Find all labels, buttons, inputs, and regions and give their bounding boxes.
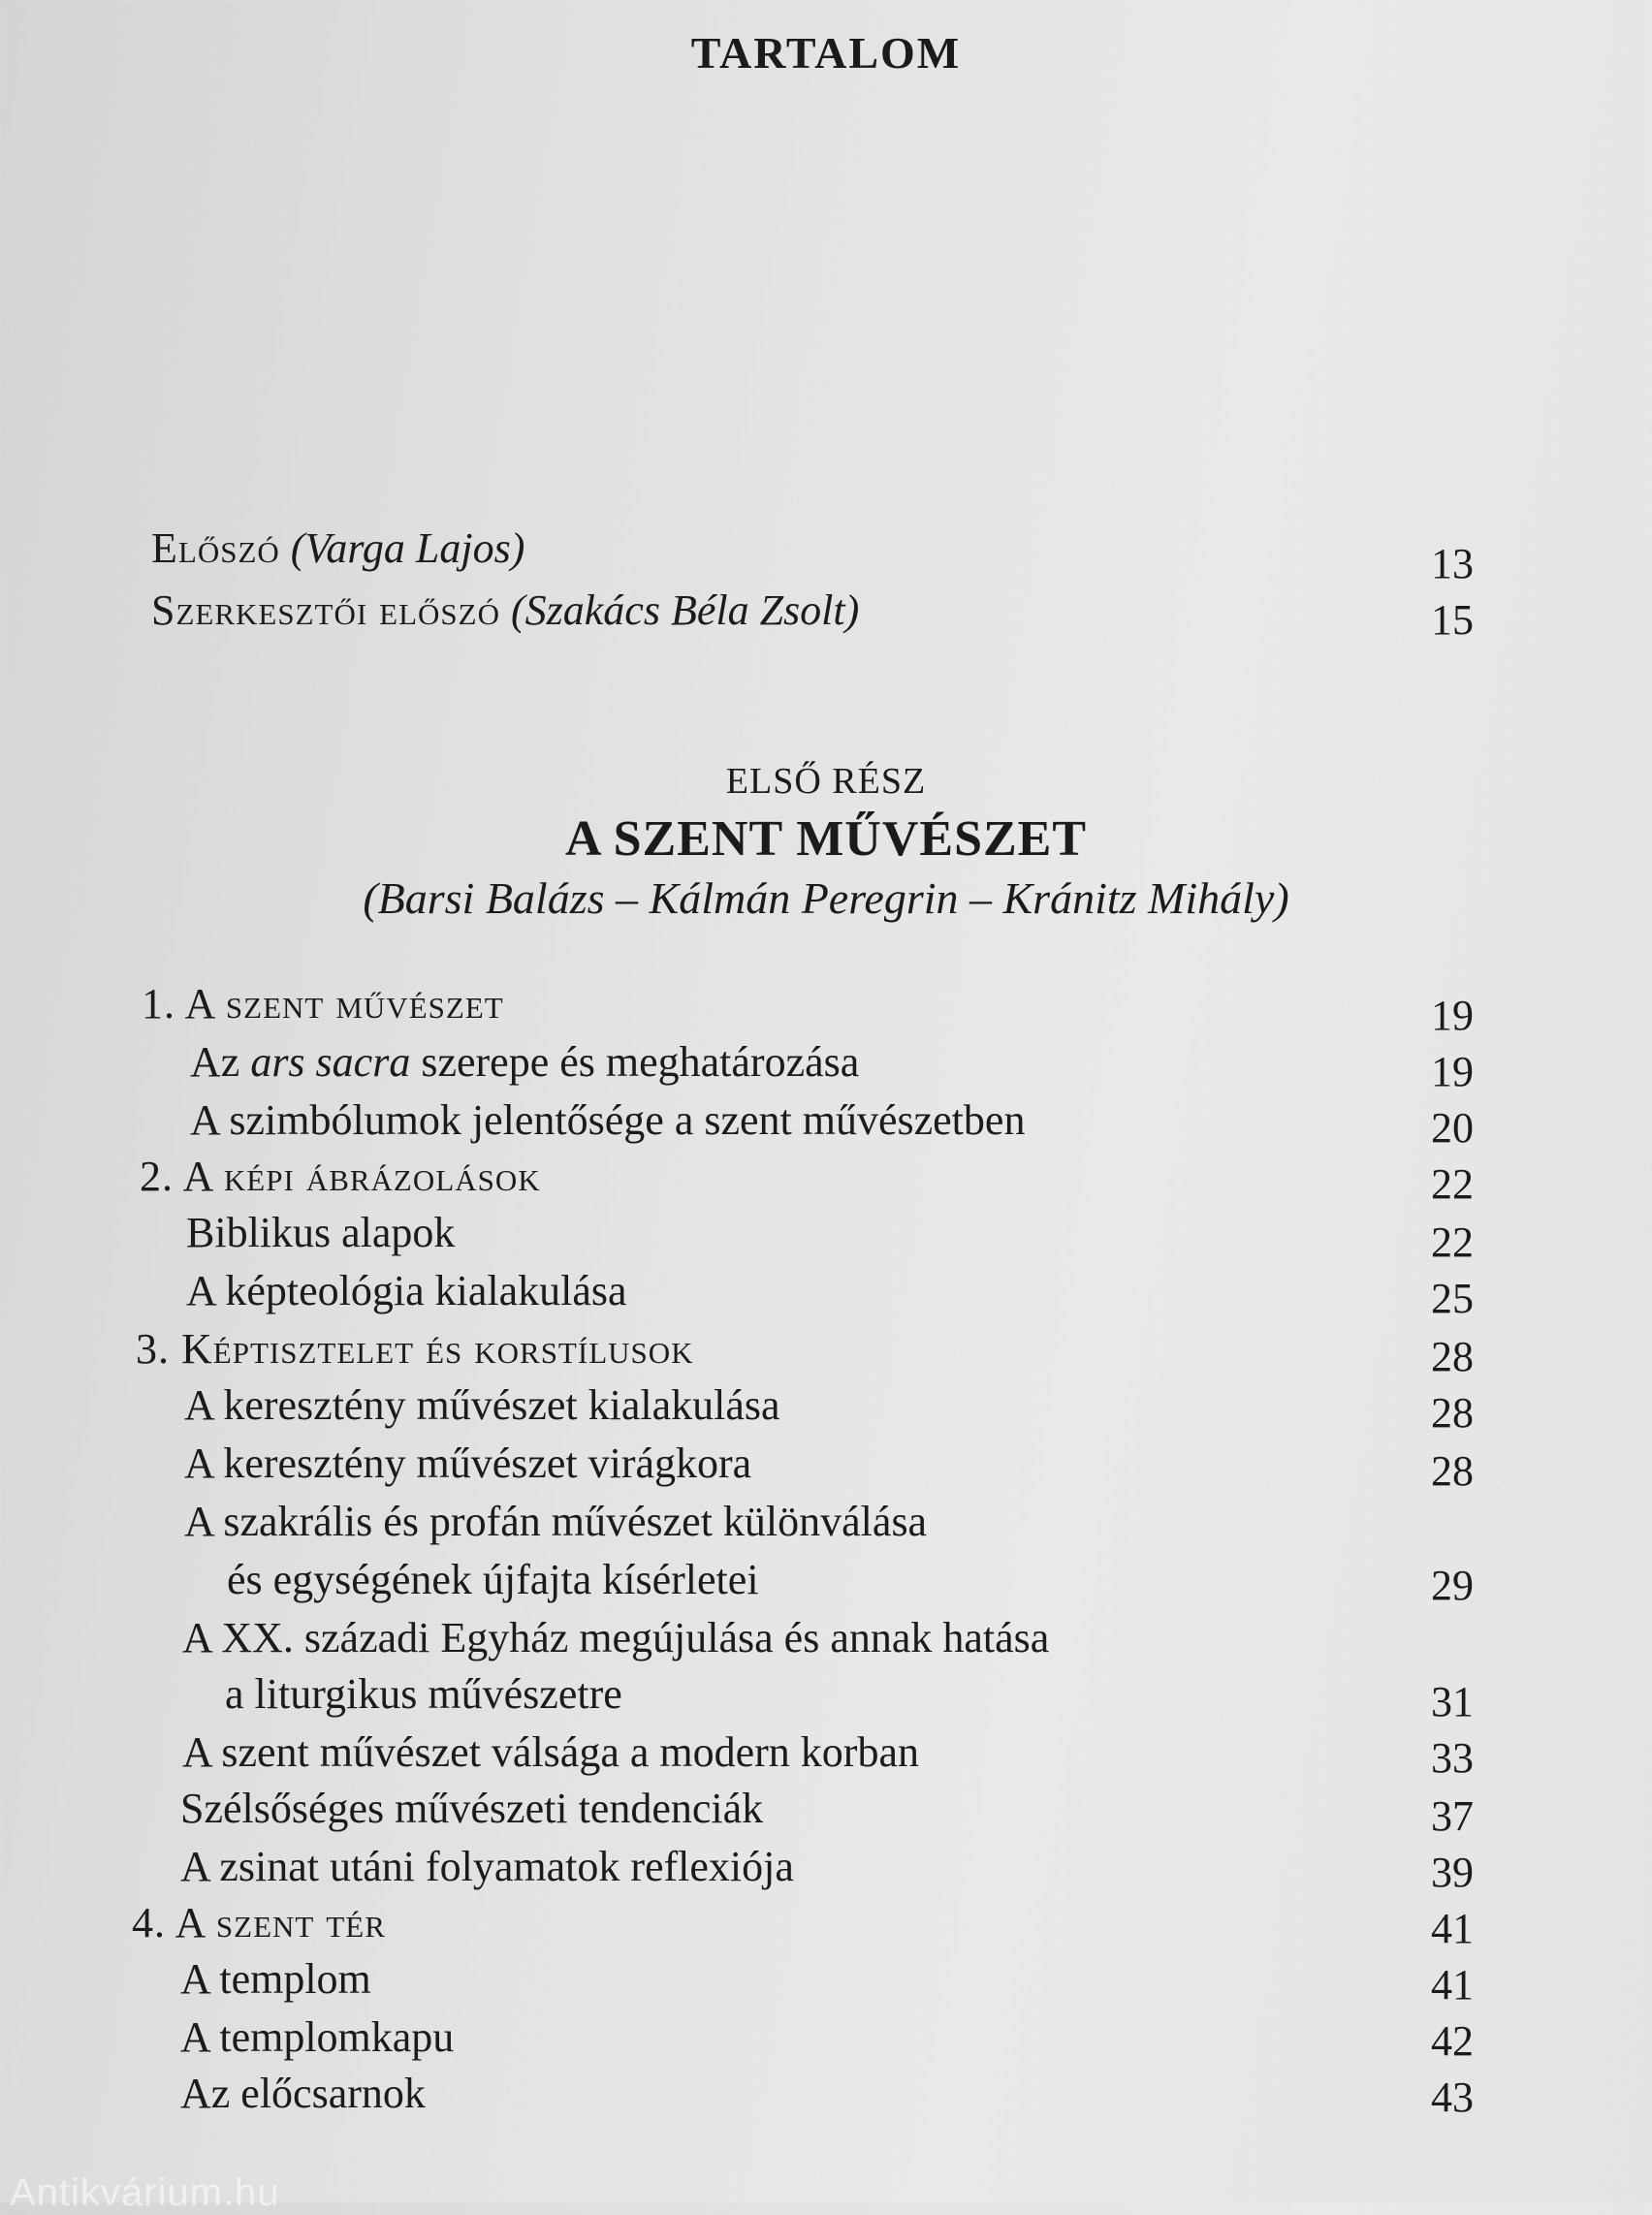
page-number: 37 xyxy=(1431,1792,1474,1840)
page-number: 33 xyxy=(1431,1734,1474,1782)
toc-entry-foreword xyxy=(151,523,524,574)
toc-chapter-4: 4. A szent tér xyxy=(132,1899,386,1946)
watermark: Antikvárium.hu xyxy=(10,2171,280,2214)
toc-chapter-3: 3. Képtisztelet és korstílusok xyxy=(136,1325,694,1373)
entry-label: Előszó xyxy=(151,524,280,572)
page-number: 42 xyxy=(1431,2017,1474,2065)
entry-author: (Szakács Béla Zsolt) xyxy=(511,586,860,634)
part-title: A SZENT MŰVÉSZET xyxy=(564,811,1088,867)
toc-section: A keresztény művészet virágkora xyxy=(184,1440,752,1487)
page-number: 19 xyxy=(1431,992,1474,1039)
page-number: 13 xyxy=(1431,540,1474,587)
page-number: 39 xyxy=(1431,1849,1474,1896)
page-number: 25 xyxy=(1431,1275,1474,1322)
entry-author: (Varga Lajos) xyxy=(290,524,525,572)
toc-section: A templomkapu xyxy=(180,2013,455,2061)
toc-section: A képteológia kialakulása xyxy=(186,1267,627,1314)
page-number: 41 xyxy=(1431,1961,1474,2009)
page-number: 41 xyxy=(1431,1905,1474,1952)
page-number: 28 xyxy=(1431,1333,1474,1380)
page-number: 28 xyxy=(1431,1447,1474,1495)
toc-section: A XX. századi Egyház megújulása és annak hatása xyxy=(182,1614,1050,1661)
toc-entry-editor-foreword xyxy=(151,585,859,636)
toc-section: A templom xyxy=(180,1955,371,2003)
page-number: 19 xyxy=(1431,1048,1474,1095)
toc-chapter-1: 1. A szent művészet xyxy=(142,980,504,1028)
page-number: 28 xyxy=(1431,1389,1474,1437)
toc-section-continued: és egységének újfajta kísérletei xyxy=(227,1556,759,1603)
ars-sacra-term: ars sacra xyxy=(250,1038,411,1086)
part-label: ELSŐ RÉSZ xyxy=(725,761,927,802)
page-number: 22 xyxy=(1431,1160,1474,1208)
page-number: 29 xyxy=(1431,1562,1474,1609)
toc-section: Biblikus alapok xyxy=(186,1209,456,1256)
page-title: TARTALOM xyxy=(690,28,962,78)
toc-section: Az előcsarnok xyxy=(180,2070,426,2117)
entry-label: Szerkesztői előszó xyxy=(151,586,500,634)
toc-section-continued: a liturgikus művészetre xyxy=(225,1670,622,1718)
toc-section: A szimbólumok jelentősége a szent művészetben xyxy=(190,1096,1026,1144)
page-number: 43 xyxy=(1431,2073,1474,2121)
toc-section: A keresztény művészet kialakulása xyxy=(184,1381,780,1429)
page-number: 31 xyxy=(1431,1678,1474,1725)
part-authors: (Barsi Balázs – Kálmán Peregrin – Kránitz Mihály) xyxy=(363,873,1289,923)
page-number: 15 xyxy=(1431,596,1474,644)
page-number: 20 xyxy=(1431,1104,1474,1152)
toc-section: A zsinat utáni folyamatok reflexiója xyxy=(180,1843,794,1890)
toc-section: Szélsőséges művészeti tendenciák xyxy=(180,1785,764,1832)
page-number: 22 xyxy=(1431,1218,1474,1266)
toc-chapter-2: 2. A képi ábrázolások xyxy=(140,1153,541,1200)
toc-section: Az ars sacra szerepe és meghatározása xyxy=(190,1038,860,1086)
toc-section: A szent művészet válsága a modern korban xyxy=(182,1728,919,1776)
toc-section: A szakrális és profán művészet különválása xyxy=(184,1498,928,1545)
